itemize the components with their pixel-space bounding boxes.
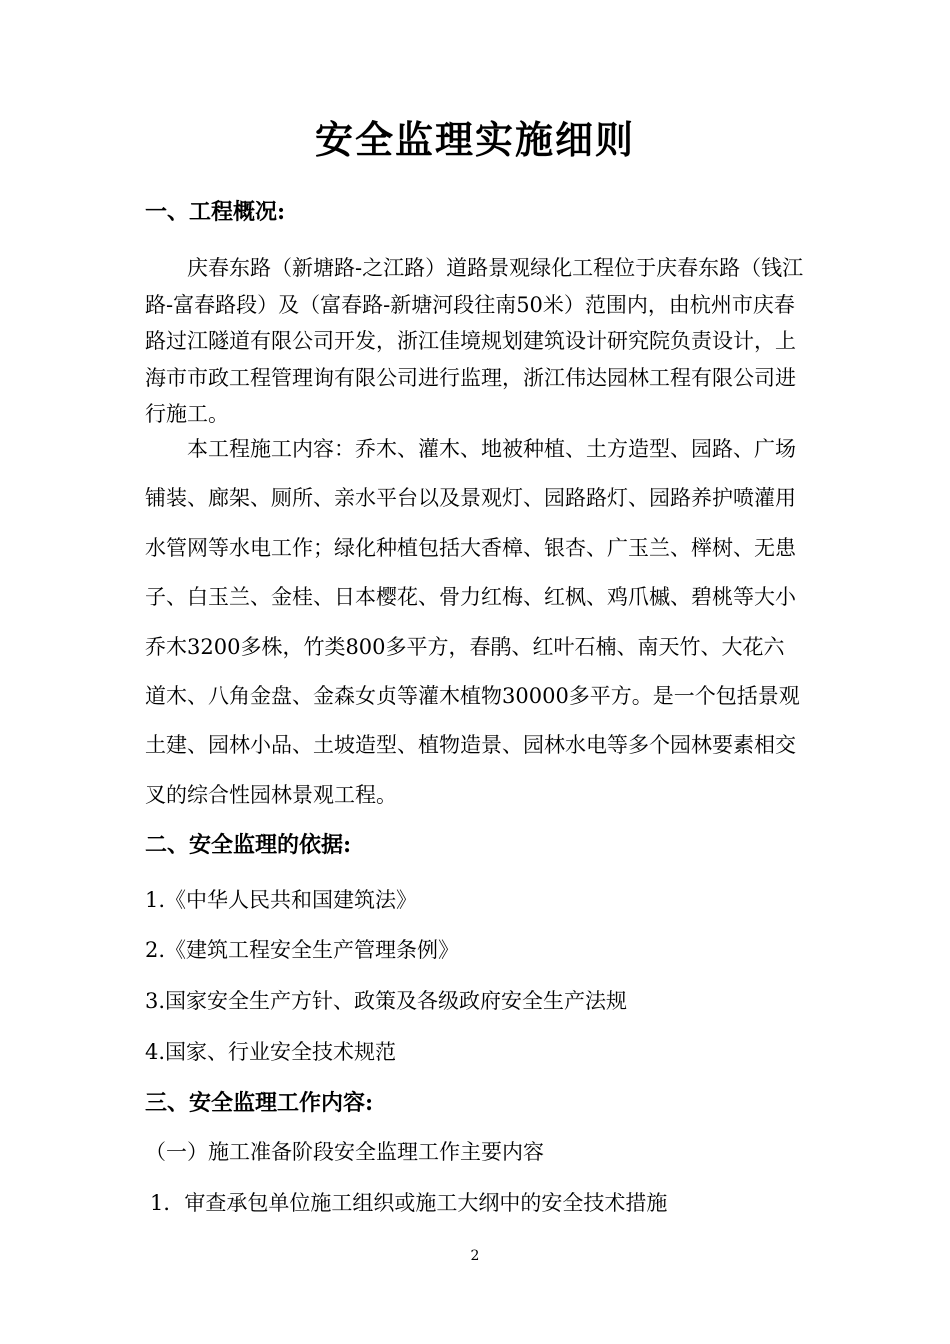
section-heading-overview: 一、工程概况:	[145, 199, 286, 225]
document-title: 安全监理实施细则	[314, 117, 635, 162]
basis-item-1: 1.《中华人民共和国建筑法》	[145, 888, 418, 912]
overview-paragraph-2: 本工程施工内容：乔木、灌木、地被种植、土方造型、园路、广场铺装、廊架、厕所、亲水平台以及景观灯、园路路灯、园路养护喷灌用水管网等水电工作；绿化种植包括大香樟、银杏、广玉兰、榉树、无患子、白玉兰、金桂、日本樱花、骨力红梅、红枫、鸡爪槭、碧桃等大小乔木3200多株，竹类800多平方，春鹃、红叶石楠、南天竹、大花六道木、八角金盘、金森女贞等灌木植物30000多平方。是一个包括景观土建、园林小品、土坡造型、植物造景、园林水电等多个园林要素相交叉的综合性园林景观工程。	[145, 437, 800, 807]
basis-item-4: 4.国家、行业安全技术规范	[145, 1040, 397, 1064]
section-heading-basis: 二、安全监理的依据:	[145, 832, 352, 858]
basis-item-2: 2.《建筑工程安全生产管理条例》	[145, 938, 460, 962]
work-content-item-1: 1．审查承包单位施工组织或施工大纲中的安全技术措施	[150, 1191, 668, 1215]
page-number: 2	[470, 1248, 480, 1264]
overview-paragraph-1: 庆春东路（新塘路-之江路）道路景观绿化工程位于庆春东路（钱江路-富春路段）及（富春路-新塘河段往南50米）范围内，由杭州市庆春路过江隧道有限公司开发，浙江佳境规划建筑设计研究院负责设计，上海市市政工程管理询有限公司进行监理，浙江伟达园林工程有限公司进行施工。	[145, 256, 804, 426]
work-content-subheading: （一）施工准备阶段安全监理工作主要内容	[145, 1140, 544, 1164]
basis-item-3: 3.国家安全生产方针、政策及各级政府安全生产法规	[145, 989, 628, 1013]
section-heading-work-content: 三、安全监理工作内容:	[145, 1090, 374, 1116]
